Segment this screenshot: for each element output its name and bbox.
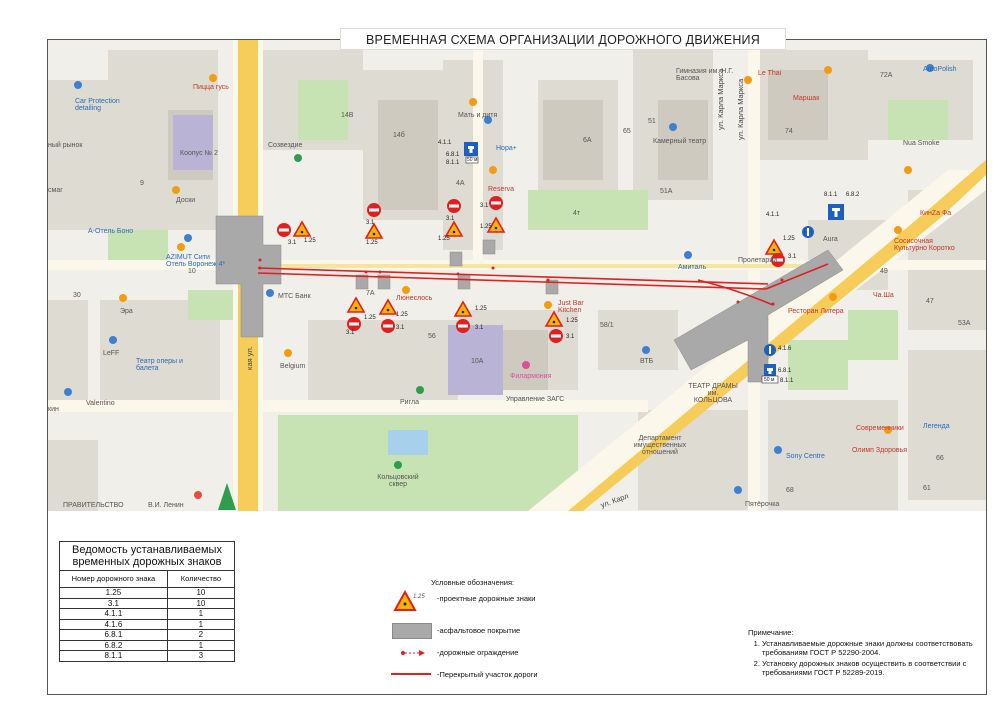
poi-teatr-dramy: ТЕАТР ДРАМЫ им. КОЛЬЦОВА: [688, 383, 738, 404]
legend-item-asphalt-label: -асфальтовое покрытие: [437, 626, 521, 635]
legend-item-closed-label: -Перекрытый участок дороги: [437, 670, 538, 679]
table-cell-sign: 4.1.6: [60, 619, 168, 630]
sign-note-25: 50 м: [467, 157, 478, 163]
sign-note-22: 50 м: [764, 377, 775, 383]
bldg-14b: 14В: [341, 112, 354, 119]
poi-upr-zags: Управление ЗАГС: [506, 396, 565, 403]
poi-sozvezdie: Созвездие: [268, 142, 303, 149]
poi-sony: Sony Centre: [786, 453, 825, 460]
bldg-68: 68: [786, 487, 794, 494]
legend-item-asphalt: [385, 622, 665, 638]
sign-note-10: 1.25: [364, 315, 376, 321]
poi-azimut: AZIMUT Сити Отель Воронеж 4*: [166, 254, 226, 268]
poi-mat-dita: Мать и дитя: [458, 112, 498, 119]
legend-sign-code: 1.25: [413, 594, 425, 600]
poi-koopus: Коопус № 2: [180, 150, 218, 157]
map-area[interactable]: [48, 40, 986, 511]
poi-era: Эра: [120, 308, 133, 315]
table-cell-count: 10: [167, 588, 234, 599]
bldg-51: 51: [648, 118, 656, 125]
legend-item-signs-label: -проектные дорожные знаки: [437, 594, 536, 603]
bldg-10a: 10А: [471, 358, 484, 365]
bldg-10: 10: [188, 268, 196, 275]
bldg-58-1: 58/1: [600, 322, 614, 329]
bldg-56: 56: [428, 333, 436, 340]
poi-vtb: ВТБ: [640, 358, 654, 365]
poi-just-bar: Just Bar Kitchen: [558, 300, 584, 314]
bldg-4t: 4т: [573, 210, 581, 217]
note-block: [748, 628, 974, 679]
sign-note-12: 1.25: [396, 312, 408, 318]
poi-amital: Амиталь: [678, 264, 707, 271]
poi-autopolish: AutoPolish: [923, 66, 957, 73]
poi-restoran-litera: Ресторан Литера: [788, 308, 844, 315]
note-item: 1. Устанавливаемые дорожные знаки должны соответствовать требованиям ГОСТ Р 52290-2004.: [762, 639, 974, 657]
table-header-sign: Номер дорожного знака: [60, 571, 168, 588]
map-graphics: [48, 40, 986, 511]
legend-item-closed: [385, 666, 665, 682]
poi-lenin: В.И. Ленин: [148, 502, 184, 509]
bldg-47: 47: [926, 298, 934, 305]
sign-note-23: 6.8.1: [446, 152, 460, 158]
poi-valentino: Valentino: [86, 400, 115, 407]
poi-nua-smoke: Nua Smoke: [903, 140, 940, 147]
legend-item-fence-label: -дорожные ограждение: [437, 648, 519, 657]
poi-pizza: Пицца гусь: [193, 84, 229, 91]
table-row: [60, 588, 235, 599]
sign-note-26: 6.8.2: [846, 192, 860, 198]
sign-note-1: 1.25: [304, 238, 316, 244]
table-caption: Ведомость устанавливаемых временных дорожных знаков: [60, 542, 235, 571]
poi-doski: Доски: [176, 197, 196, 204]
legend-title: Условные обозначения:: [431, 578, 515, 587]
sign-note-6: 3.1: [446, 216, 455, 222]
poi-lyuneslos: Люнеслось: [396, 295, 433, 302]
closed-road-line-icon: [391, 673, 431, 675]
poi-rigla: Ригла: [400, 399, 419, 406]
table-cell-count: 2: [167, 630, 234, 641]
sign-note-19: 4.1.6: [778, 346, 792, 352]
sign-note-28: 1.25: [783, 236, 795, 242]
street-karla-marksa-2: ул. Карла Маркса: [736, 78, 745, 140]
table-row: [60, 640, 235, 651]
poi-cha-sha: Ча.Ша: [873, 292, 894, 299]
street-karla-marksa-1: ул. Карла Маркса: [716, 68, 725, 130]
sign-note-27: 8.1.1: [824, 192, 838, 198]
table-row: [60, 630, 235, 641]
street-kaya: кая ул.: [245, 346, 254, 370]
poi-olimp: Олимп Здоровья: [852, 447, 908, 454]
sign-note-8: 3.1: [480, 203, 489, 209]
table-cell-sign: 8.1.1: [60, 651, 168, 662]
bldg-66: 66: [936, 455, 944, 462]
poi-sovremennik: Современники: [856, 425, 904, 432]
poi-gymnasium: Гимназия им. Н.Г. Басова: [676, 68, 734, 82]
sign-note-17: 4.1.1: [766, 212, 780, 218]
label-smag: смаг: [48, 187, 63, 194]
note-title: Примечание:: [748, 628, 794, 637]
sign-note-18: 4.1.1: [438, 140, 452, 146]
bldg-65: 65: [623, 128, 631, 135]
label-kin: кин: [48, 406, 59, 413]
asphalt-swatch-icon: [392, 623, 432, 639]
table-cell-count: 3: [167, 651, 234, 662]
sign-note-13: 1.25: [475, 306, 487, 312]
poi-proletarii: Пролетарий: [738, 257, 778, 264]
table-row: [60, 598, 235, 609]
sign-note-20: 6.8.1: [778, 368, 792, 374]
table-cell-sign: 6.8.1: [60, 630, 168, 641]
poi-aura: Aura: [823, 236, 838, 243]
sign-note-29: 3.1: [788, 254, 797, 260]
street-karl: ул. Карл: [599, 491, 630, 510]
table-cell-sign: 3.1: [60, 598, 168, 609]
bldg-9: 9: [140, 180, 144, 187]
sign-note-15: 1.25: [566, 318, 578, 324]
poi-nora: Нора+: [496, 145, 517, 152]
fence-marker-icon: [399, 647, 439, 659]
poi-le-thai: Le Thai: [758, 70, 782, 77]
table-row: [60, 651, 235, 662]
sign-note-24: 8.1.1: [446, 160, 460, 166]
poi-mts: МТС Банк: [278, 293, 311, 300]
sign-note-14: 3.1: [475, 325, 484, 331]
sign-note-5: 1.25: [438, 236, 450, 242]
sign-note-4: 3.1: [366, 220, 375, 226]
sign-note-3: 1.25: [366, 240, 378, 246]
bldg-7a: 7А: [366, 290, 375, 297]
poi-marshak: Маршак: [793, 95, 820, 102]
poi-sosnovoe: Сосисочная Культурно Коротко: [894, 238, 955, 252]
sign-list-table: [59, 541, 235, 662]
table-cell-count: 1: [167, 619, 234, 630]
note-item: 2. Установку дорожных знаков осуществить в соответствии с требованиями ГОСТ Р 52289-2019.: [762, 659, 974, 677]
poi-legenda: Легенда: [923, 423, 950, 430]
poi-teatr-opery: Театр оперы и балета: [136, 358, 183, 372]
sign-note-9: 3.1: [346, 330, 355, 336]
poi-leff: LeFF: [103, 350, 120, 357]
bldg-72a: 72А: [880, 72, 893, 79]
legend-item-fence: [385, 644, 665, 660]
sign-note-7: 1.25: [480, 224, 492, 230]
poi-kamerny: Камерный театр: [653, 138, 707, 145]
sign-note-21: 8.1.1: [780, 378, 794, 384]
table-cell-sign: 1.25: [60, 588, 168, 599]
table-cell-count: 1: [167, 609, 234, 620]
table-row: [60, 609, 235, 620]
bldg-61: 61: [923, 485, 931, 492]
table-cell-count: 1: [167, 640, 234, 651]
sign-note-16: 3.1: [566, 334, 575, 340]
legend: [385, 578, 665, 688]
bldg-53a: 53А: [958, 320, 971, 327]
sign-note-2: 3.1: [288, 240, 297, 246]
bldg-6a: 6А: [583, 137, 592, 144]
poi-belgium: Belgium: [280, 363, 306, 370]
bldg-30: 30: [73, 292, 81, 299]
bldg-49: 49: [880, 268, 888, 275]
bldg-14b2: 14б: [393, 132, 405, 139]
table-header-count: Количество: [167, 571, 234, 588]
table-cell-sign: 6.8.2: [60, 640, 168, 651]
sign-note-11: 3.1: [396, 325, 405, 331]
legend-item-signs: [385, 590, 665, 606]
label-ny-rynok: ный рынок: [48, 142, 83, 149]
poi-a-hotel: А-Отель Боно: [88, 228, 134, 235]
poi-reserva: Reserva: [488, 186, 515, 193]
table-cell-count: 10: [167, 598, 234, 609]
table-cell-sign: 4.1.1: [60, 609, 168, 620]
page-title: ВРЕМЕННАЯ СХЕМА ОРГАНИЗАЦИИ ДОРОЖНОГО ДВИЖЕНИЯ: [340, 28, 786, 50]
poi-king-za: КинZa Фа: [920, 210, 952, 217]
poi-filarmoniya: Филармония: [510, 373, 552, 380]
poi-pravitelstvo: ПРАВИТЕЛЬСТВО: [63, 502, 124, 509]
bldg-4a: 4А: [456, 180, 465, 187]
bldg-51a: 51А: [660, 188, 673, 195]
poi-departament: Департамент имущественных отношений: [633, 435, 687, 456]
bldg-74: 74: [785, 128, 793, 135]
table-row: [60, 619, 235, 630]
poi-koltsovsky: Кольцовский сквер: [377, 474, 419, 488]
poi-pyaterochka: Пятёрочка: [745, 501, 780, 508]
poi-car-protection: Car Protection detailing: [75, 98, 120, 112]
